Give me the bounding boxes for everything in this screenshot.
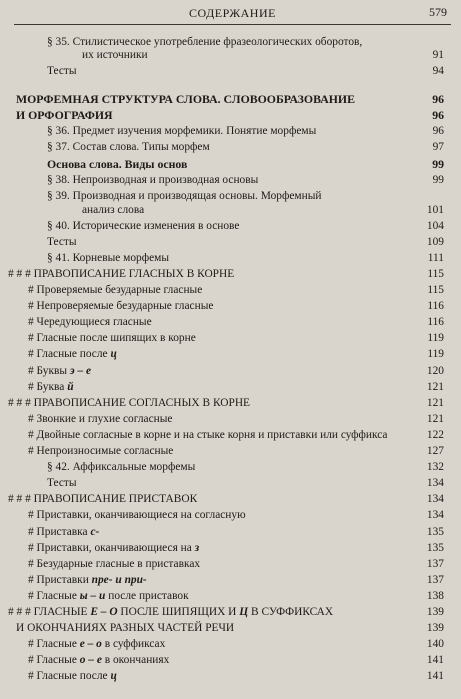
toc-entry-title: # Приставки, оканчивающиеся на согласную	[28, 509, 246, 521]
toc-entry-page: 132	[426, 461, 444, 473]
toc-entry	[0, 540, 461, 556]
toc-entry-title: § 36. Предмет изучения морфемики. Понятие морфемы	[47, 125, 317, 137]
toc-entry-page: 101	[426, 204, 444, 216]
toc-entry-page: 135	[426, 542, 444, 554]
toc-entry	[0, 266, 461, 282]
toc-entry-title: МОРФЕМНАЯ СТРУКТУРА СЛОВА. СЛОВООБРАЗОВАНИЕ	[16, 92, 355, 106]
toc-entry-page: 134	[426, 477, 444, 489]
toc-entry	[0, 379, 461, 395]
toc-entry	[0, 556, 461, 572]
toc-entry-page: 121	[426, 381, 444, 393]
toc-entry-page: 140	[426, 638, 444, 650]
toc-entry	[0, 443, 461, 459]
toc-entry	[0, 156, 461, 172]
toc-entry-title: # Буквы э – е	[28, 365, 92, 377]
toc-entry	[0, 395, 461, 411]
toc-entry-title: § 42. Аффиксальные морфемы	[47, 461, 196, 473]
toc-entry-page: 137	[426, 558, 444, 570]
toc-entry-page: 104	[426, 220, 444, 232]
toc-entry-title: § 35. Стилистическое употребление фразеологических оборотов,	[47, 36, 363, 48]
toc-entry-page: 109	[426, 236, 444, 248]
toc-entry	[0, 636, 461, 652]
toc-entry	[0, 63, 461, 79]
toc-entry-page: 96	[432, 125, 444, 137]
toc-entry	[0, 524, 461, 540]
toc-entry-page: 134	[426, 509, 444, 521]
toc-entry	[0, 234, 461, 250]
toc-entry	[0, 282, 461, 298]
toc-entry-title: # Гласные о – е в окончаниях	[28, 654, 170, 666]
toc-entry	[0, 91, 461, 107]
toc-entry	[0, 250, 461, 266]
toc-entry-page: 115	[427, 284, 444, 296]
toc-entry-page: 141	[426, 654, 444, 666]
toc-entry	[0, 427, 461, 443]
toc-entry	[0, 123, 461, 139]
toc-entry-title: § 41. Корневые морфемы	[47, 252, 170, 264]
toc-entry-title: И ОКОНЧАНИЯХ РАЗНЫХ ЧАСТЕЙ РЕЧИ	[16, 622, 235, 634]
toc-entry-title: § 38. Непроизводная и производная основы	[47, 174, 259, 186]
toc-entry-page: 116	[427, 316, 444, 328]
toc-entry-page: 120	[426, 365, 444, 377]
page-number: 579	[429, 5, 447, 19]
toc-entry-title: # Проверяемые безударные гласные	[28, 284, 203, 296]
toc-entry	[0, 330, 461, 346]
toc-entry-page: 115	[427, 268, 444, 280]
toc-entry-page: 99	[432, 174, 444, 186]
toc-entry-page: 99	[432, 157, 444, 171]
toc-entry-title: # # # ПРАВОПИСАНИЕ СОГЛАСНЫХ В КОРНЕ	[8, 397, 251, 409]
toc-entry-page: 141	[426, 670, 444, 682]
toc-entry-title: # Безударные гласные в приставках	[28, 558, 201, 570]
toc-entry-page: 119	[427, 348, 444, 360]
toc-entry	[0, 459, 461, 475]
toc-entry	[0, 172, 461, 188]
toc-entry-page: 119	[427, 332, 444, 344]
toc-entry	[0, 47, 461, 63]
toc-entry-title: § 39. Производная и производящая основы. Морфемный	[47, 190, 322, 202]
toc-entry-title: Основа слова. Виды основ	[47, 157, 188, 171]
toc-entry-title: # Гласные е – о в суффиксах	[28, 638, 166, 650]
toc-entry-page: 94	[432, 65, 444, 77]
toc-entry-title: # Звонкие и глухие согласные	[28, 413, 173, 425]
toc-entry-page: 96	[432, 108, 444, 122]
toc-entry	[0, 363, 461, 379]
toc-entry	[0, 139, 461, 155]
toc-entry	[0, 604, 461, 620]
toc-entry-title: # # # ПРАВОПИСАНИЕ ПРИСТАВОК	[8, 493, 198, 505]
toc-entry-title: # Двойные согласные в корне и на стыке корня и приставки или суффикса	[28, 429, 388, 441]
toc-entry-page: 91	[432, 49, 444, 61]
toc-entry	[0, 620, 461, 636]
toc-entry-title: # Приставки, оканчивающиеся на з	[28, 542, 200, 554]
toc-entry-title: # Приставки пре- и при-	[28, 574, 147, 586]
toc-entry-title: # Приставка с-	[28, 526, 100, 538]
toc-entry	[0, 491, 461, 507]
running-title: СОДЕРЖАНИЕ	[189, 6, 276, 20]
page-header	[14, 2, 451, 25]
toc-entry	[0, 572, 461, 588]
toc-entry-page: 111	[427, 252, 444, 264]
toc-entry-title: § 40. Исторические изменения в основе	[47, 220, 240, 232]
toc-entry-page: 135	[426, 526, 444, 538]
toc-entry-title: анализ слова	[82, 204, 145, 216]
toc-entry	[0, 507, 461, 523]
toc-entry	[0, 218, 461, 234]
toc-entry	[0, 202, 461, 218]
toc-entry-page: 134	[426, 493, 444, 505]
toc-entry-page: 137	[426, 574, 444, 586]
toc-entry	[0, 475, 461, 491]
toc-entry-title: § 37. Состав слова. Типы морфем	[47, 141, 210, 153]
toc-entry-title: # Непроизносимые согласные	[28, 445, 174, 457]
toc-entry-page: 139	[426, 622, 444, 634]
toc-entry-title: Тесты	[47, 65, 77, 77]
toc-entry	[0, 346, 461, 362]
toc-entry-title: # Гласные после шипящих в корне	[28, 332, 196, 344]
toc-entry	[0, 652, 461, 668]
toc-entry-page: 97	[432, 141, 444, 153]
toc-entry	[0, 298, 461, 314]
toc-entry-title: # Гласные ы – и после приставок	[28, 590, 189, 602]
toc-entry-title: # Буква й	[28, 381, 74, 393]
toc-entry	[0, 107, 461, 123]
toc-entry-page: 138	[426, 590, 444, 602]
toc-entry-page: 122	[426, 429, 444, 441]
toc-entry-title: # Непроверяемые безударные гласные	[28, 300, 214, 312]
toc-entry-title: их источники	[82, 49, 148, 61]
toc-entry-page: 127	[426, 445, 444, 457]
toc-entry	[0, 588, 461, 604]
toc-entry-page: 121	[426, 397, 444, 409]
toc-entry	[0, 411, 461, 427]
toc-entry-title: # Чередующиеся гласные	[28, 316, 152, 328]
toc-entry-title: Тесты	[47, 477, 77, 489]
toc-entry-page: 139	[426, 606, 444, 618]
toc-entry	[0, 668, 461, 684]
toc-entry-title: Тесты	[47, 236, 77, 248]
toc-entry-title: И ОРФОГРАФИЯ	[16, 108, 113, 122]
toc-entry-title: # # # ГЛАСНЫЕ Е – О ПОСЛЕ ШИПЯЩИХ И Ц В СУФФИКСАХ	[8, 606, 334, 618]
toc-entry	[0, 314, 461, 330]
toc-entry-page: 96	[432, 92, 444, 106]
toc-entry-title: # Гласные после ц	[28, 348, 117, 360]
toc-entry-page: 116	[427, 300, 444, 312]
toc-entry-title: # # # ПРАВОПИСАНИЕ ГЛАСНЫХ В КОРНЕ	[8, 268, 235, 280]
toc-entry-page: 121	[426, 413, 444, 425]
toc-entry-title: # Гласные после ц	[28, 670, 117, 682]
